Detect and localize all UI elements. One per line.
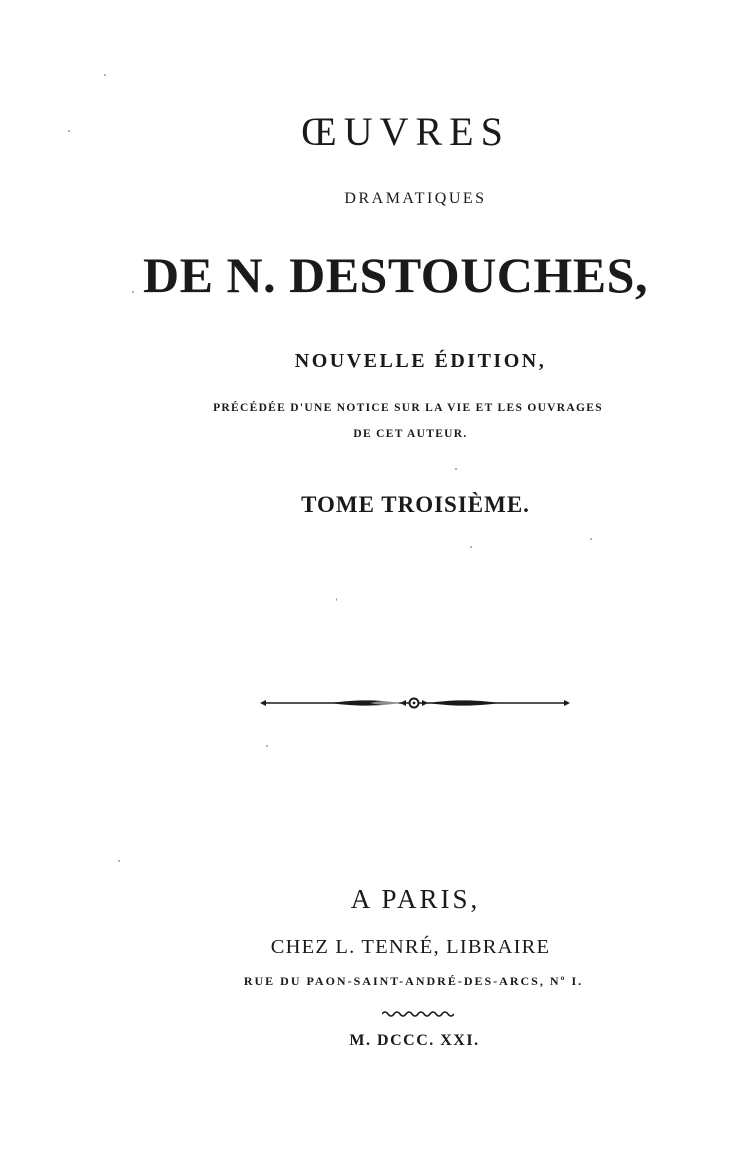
imprint-city: A PARIS, [350, 884, 481, 914]
paper-speck [336, 598, 337, 601]
decorative-rule-icon [260, 692, 570, 714]
book-subtitle: DRAMATIQUES [344, 190, 487, 207]
imprint-date: M. DCCC. XXI. [349, 1032, 480, 1049]
notice-line-2: DE CET AUTEUR. [353, 428, 468, 440]
imprint-address: RUE DU PAON-SAINT-ANDRÉ-DES-ARCS, Nº I. [243, 974, 584, 988]
paper-speck [68, 130, 70, 132]
notice-line-1: PRÉCÉDÉE D'UNE NOTICE SUR LA VIE ET LES OUVRAGES [213, 402, 603, 414]
book-title: ŒUVRES [301, 109, 510, 154]
book-author: DE N. DESTOUCHES, [143, 247, 648, 303]
paper-speck [455, 468, 457, 470]
paper-speck [118, 860, 120, 862]
paper-speck [104, 74, 106, 76]
edition-label: NOUVELLE ÉDITION, [294, 350, 547, 372]
paper-speck [590, 538, 592, 540]
imprint-publisher: CHEZ L. TENRÉ, LIBRAIRE [270, 936, 551, 958]
wavy-divider-icon [382, 1010, 454, 1018]
paper-speck [266, 745, 268, 747]
volume-label: TOME TROISIÈME. [301, 492, 530, 517]
paper-speck [470, 546, 472, 548]
paper-speck [132, 291, 134, 293]
